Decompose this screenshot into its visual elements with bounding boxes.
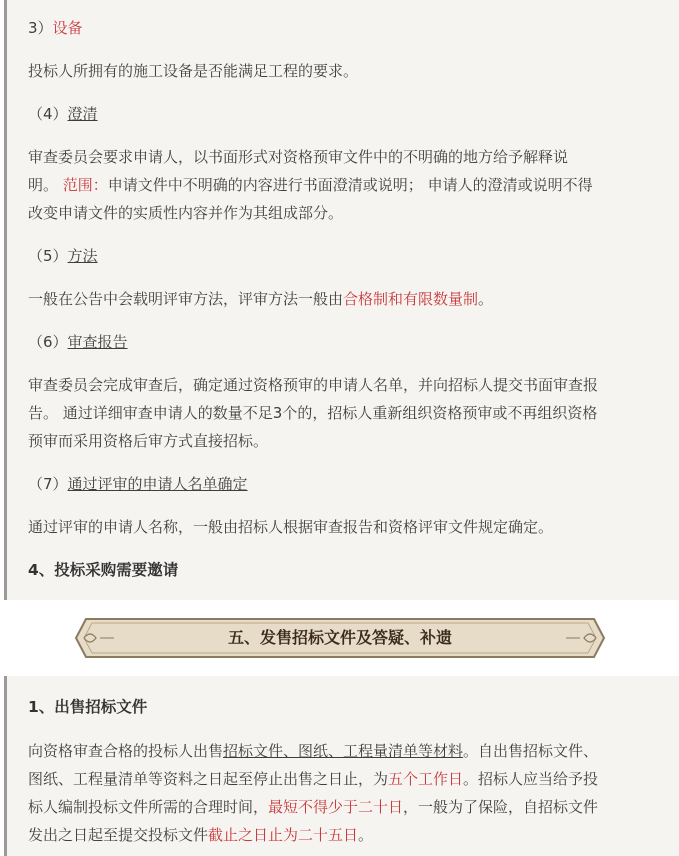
section-6-body-line3: 预审而采用资格后审方式直接招标。 — [28, 432, 269, 450]
section-4-body-line3: 改变申请文件的实质性内容并作为其组成部分。 — [28, 204, 344, 222]
section-6-body-line1: 审查委员会完成审查后，确定通过资格预审的申请人名单，并向招标人提交书面审查报 — [28, 376, 599, 394]
section-6-heading: （6）审查报告 — [28, 333, 128, 351]
section-3-heading: 3）设备 — [28, 19, 83, 37]
scope-label: 范围： — [62, 176, 108, 194]
section-3-title: 设备 — [52, 19, 83, 37]
article-panel-bottom — [4, 676, 679, 856]
section-5-heading: （5）方法 — [28, 247, 98, 265]
minimum-days-highlight: 最短不得少于二十日 — [268, 798, 404, 816]
paragraph-line1: 向资格审查合格的投标人出售招标文件、图纸、工程量清单等材料。自出售招标文件、 — [28, 742, 599, 760]
section-5-body: 一般在公告中会载明评审方法，评审方法一般由合格制和有限数量制。 — [28, 290, 494, 308]
section-4-heading: （4）澄清 — [28, 105, 98, 123]
method-highlight: 合格制和有限数量制 — [343, 290, 479, 308]
paragraph-line2: 图纸、工程量清单等资料之日起至停止出售之日止，为五个工作日。招标人应当给予投 — [28, 770, 599, 788]
section-7-heading: （7）通过评审的申请人名单确定 — [28, 475, 248, 493]
section-4-title: 澄清 — [67, 105, 98, 123]
paragraph-line4: 发出之日起至提交投标文件截止之日止为二十五日。 — [28, 826, 374, 844]
subsection-4-heading: 4、投标采购需要邀请 — [28, 561, 179, 579]
deadline-highlight: 截止之日止为二十五日 — [208, 826, 359, 844]
article-panel-top — [4, 0, 679, 600]
materials-underline: 招标文件、图纸、工程量清单等材料 — [223, 742, 464, 760]
banner-title: 五、发售招标文件及答疑、补遗 — [227, 628, 452, 647]
paragraph-line3: 标人编制投标文件所需的合理时间，最短不得少于二十日，一般为了保险，自招标文件 — [28, 798, 599, 816]
section-3-body: 投标人所拥有的施工设备是否能满足工程的要求。 — [28, 62, 359, 80]
section-5-title: 方法 — [67, 247, 98, 265]
five-workdays-highlight: 五个工作日 — [388, 770, 464, 788]
section-7-title: 通过评审的申请人名单确定 — [67, 475, 248, 493]
subsection-1-heading: 1、出售招标文件 — [28, 698, 148, 716]
section-4-body-line2: 明。 范围：申请文件中不明确的内容进行书面澄清或说明； 申请人的澄清或说明不得 — [28, 176, 593, 194]
section-6-body-line2: 告。 通过详细审查申请人的数量不足3个的，招标人重新组织资格预审或不再组织资格 — [28, 404, 598, 422]
section-7-body: 通过评审的申请人名称，一般由招标人根据审查报告和资格评审文件规定确定。 — [28, 518, 554, 536]
section-6-title: 审查报告 — [67, 333, 128, 351]
section-banner — [74, 616, 606, 660]
section-4-body-line1: 审查委员会要求申请人，以书面形式对资格预审文件中的不明确的地方给予解释说 — [28, 148, 569, 166]
